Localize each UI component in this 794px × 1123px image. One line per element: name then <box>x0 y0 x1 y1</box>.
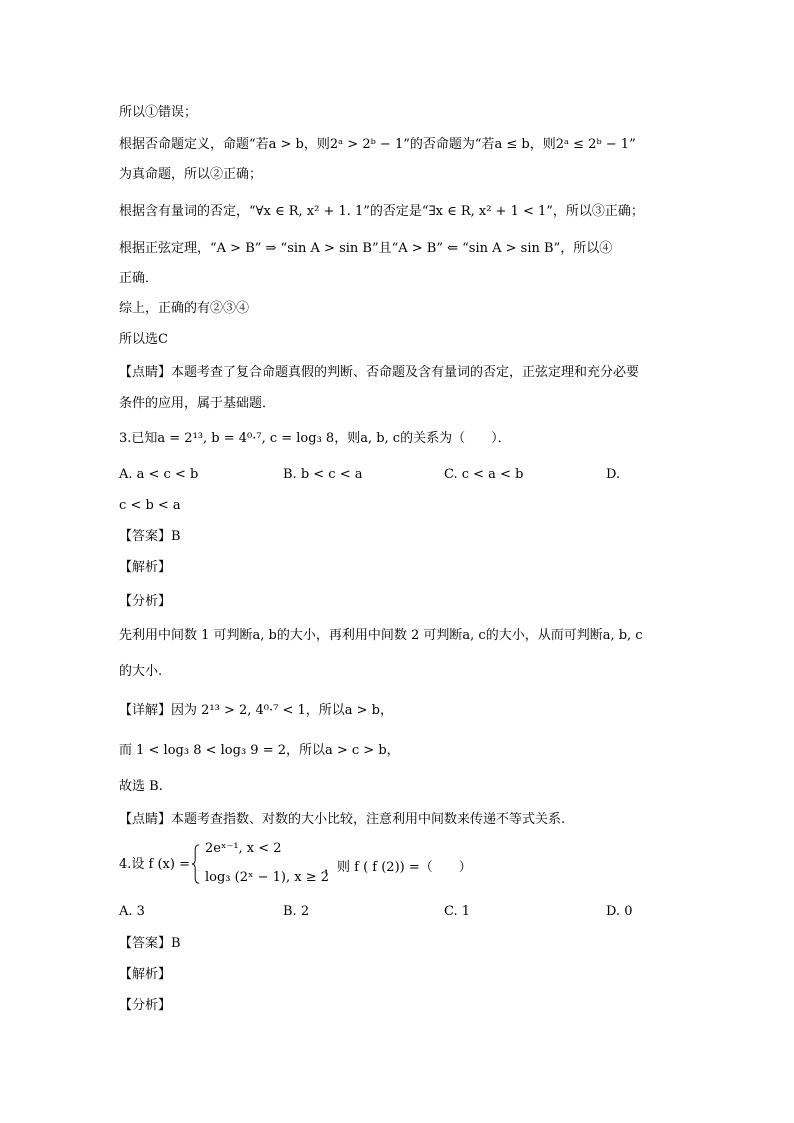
q4-option-b: B. 2 <box>283 904 310 919</box>
text-line: 所以选C <box>119 332 168 347</box>
text-line: 根据含有量词的否定，“∀x ∈ R, x² + 1. 1”的否定是“∃x ∈ R, x² + 1 < 1”，所以③正确； <box>119 204 644 219</box>
question-4-suffix: ，则 f ( f (2)) =（ ） <box>324 860 472 875</box>
text-line: 所以①错误； <box>119 105 198 120</box>
text-line: 根据正弦定理，“A > B” ⇒ “sin A > sin B”且“A > B” ⇐ “sin A > sin B”，所以④ <box>119 241 613 256</box>
answer-label: 【答案】B <box>119 529 181 544</box>
q3-option-c: C. c < a < b <box>444 467 524 482</box>
text-line: 正确． <box>119 271 159 286</box>
answer-label: 【答案】B <box>119 936 181 951</box>
fenxi-label: 【分析】 <box>119 594 172 609</box>
q4-option-c: C. 1 <box>444 904 471 919</box>
q3-option-d: D. <box>606 467 621 482</box>
q4-option-d: D. 0 <box>606 904 633 919</box>
text-line: 为真命题，所以②正确； <box>119 167 263 182</box>
dianjing-note: 【点睛】本题考查了复合命题真假的判断、否命题及含有量词的否定，正弦定理和充分必要 <box>119 365 640 380</box>
q3-option-d-content: c < b < a <box>119 498 181 513</box>
jiexi-label: 【解析】 <box>119 967 172 982</box>
piecewise-brace-icon <box>192 839 200 889</box>
text-line: 故选 B. <box>119 779 163 794</box>
text-line: 根据否命题定义，命题“若a > b，则2ᵃ > 2ᵇ − 1”的否命题为“若a ≤ b，则2ᵃ ≤ 2ᵇ − 1” <box>119 137 636 152</box>
text-line: 的大小. <box>119 664 163 679</box>
fenxi-label: 【分析】 <box>119 998 172 1013</box>
text-line: 综上，正确的有②③④ <box>119 301 250 316</box>
text-line: 先利用中间数 1 可判断a, b的大小，再利用中间数 2 可判断a, c的大小，从而可判断a, b, c <box>119 628 643 643</box>
q3-option-a: A. a < c < b <box>119 467 199 482</box>
xiangjie-line: 【详解】因为 2¹³ > 2, 4⁰·⁷ < 1，所以a > b， <box>119 703 394 718</box>
piecewise-case-1: 2eˣ⁻¹, x < 2 <box>205 841 282 856</box>
question-4-prefix: 4.设 f (x) = <box>119 857 190 872</box>
question-3-stem: 3.已知a = 2¹³, b = 4⁰·⁷, c = log₃ 8，则a, b, c的关系为（ ）． <box>119 431 511 446</box>
piecewise-case-2: log₃ (2ˣ − 1), x ≥ 2 <box>205 870 330 885</box>
q4-option-a: A. 3 <box>119 904 145 919</box>
jiexi-label: 【解析】 <box>119 560 172 575</box>
dianjing-note: 【点睛】本题考查指数、对数的大小比较，注意利用中间数来传递不等式关系. <box>119 812 566 827</box>
text-line: 而 1 < log₃ 8 < log₃ 9 = 2，所以a > c > b， <box>119 743 400 758</box>
q3-option-b: B. b < c < a <box>283 467 363 482</box>
text-line: 条件的应用，属于基础题． <box>119 396 276 411</box>
